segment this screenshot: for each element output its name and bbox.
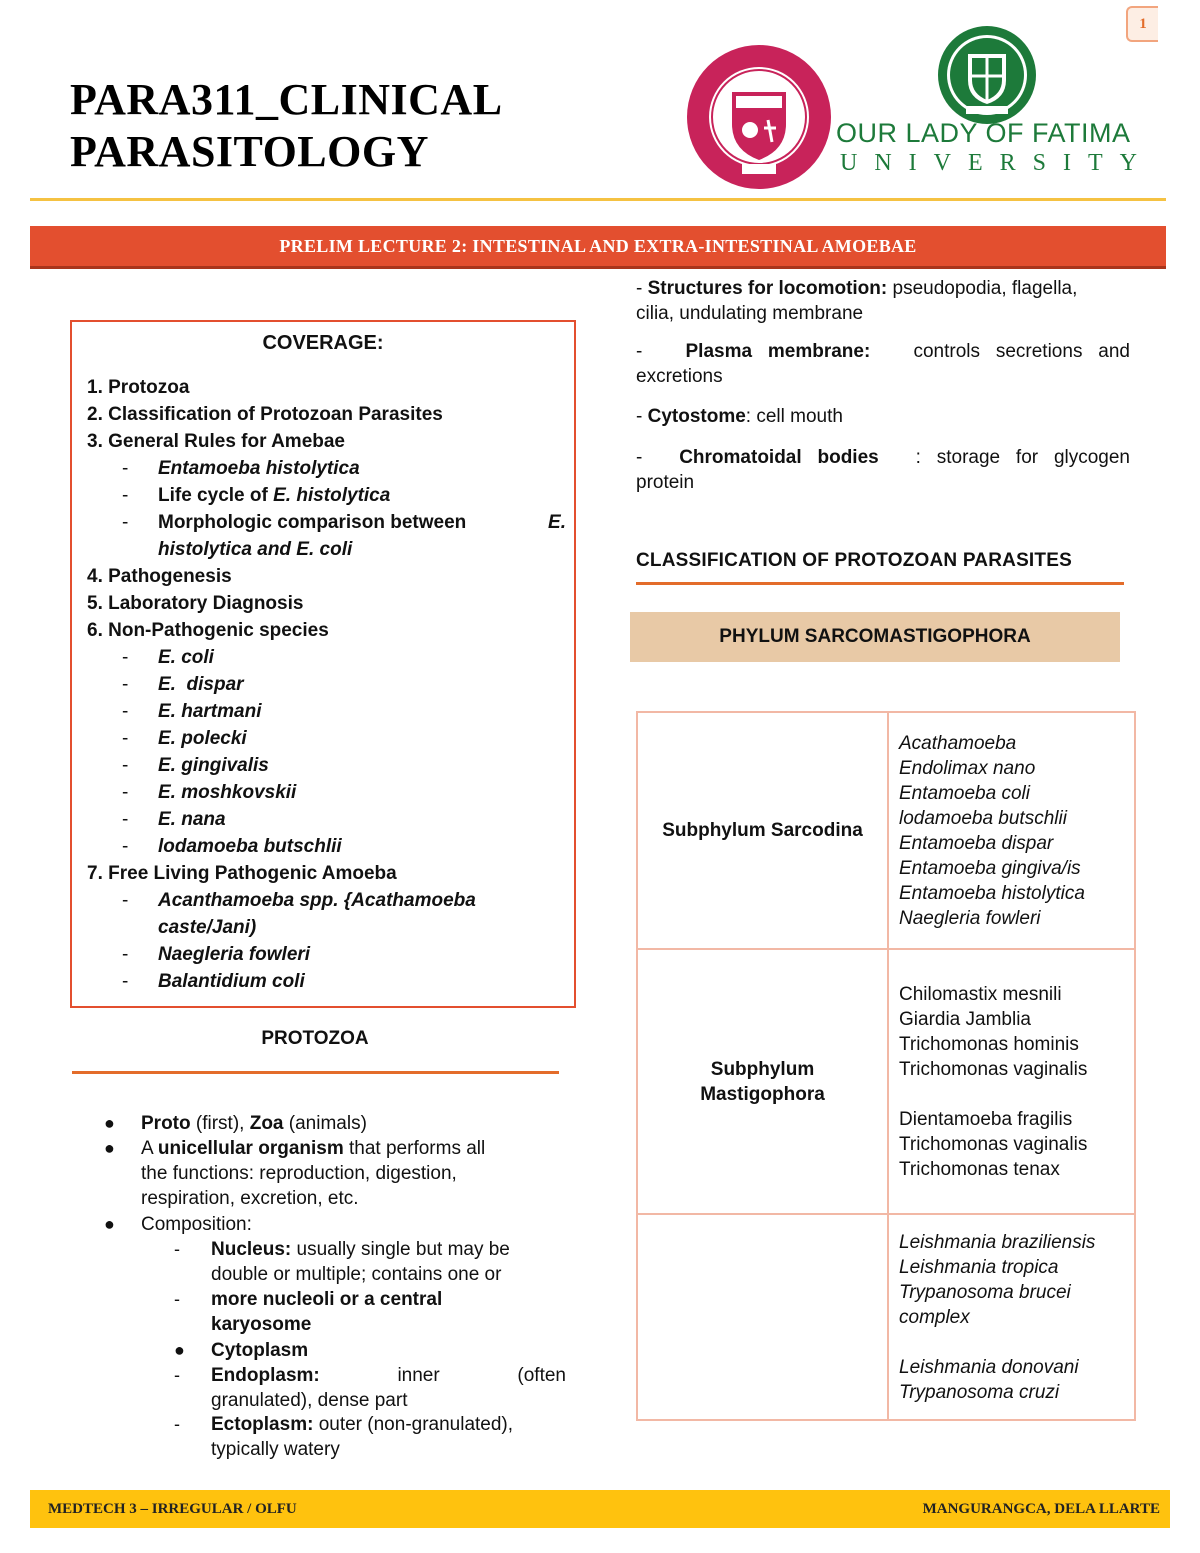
- course-title: [70, 74, 630, 178]
- composition-item-endoplasm: - Endoplasm: inner (often granulated), dense part: [174, 1365, 566, 1411]
- composition-item-cytoplasm: ● Cytoplasm: [174, 1340, 309, 1361]
- subphylum-label: [637, 1214, 888, 1420]
- species-item: - E. nana: [122, 809, 226, 830]
- species-item: - E. moshkovskii: [122, 782, 297, 803]
- coverage-item-7: 7. Free Living Pathogenic Amoeba: [87, 863, 397, 884]
- table-row: [637, 1214, 1135, 1420]
- species-item-cont: caste/Jani): [158, 917, 257, 938]
- table-row: [637, 949, 1135, 1214]
- protozoa-bullet: ● Composition:: [104, 1214, 252, 1235]
- coverage-subitem-cont: histolytica and E. coli: [158, 539, 353, 560]
- species-item: - Naegleria fowleri: [122, 944, 311, 965]
- species-item: - Acanthamoeba spp. {Acathamoeba: [122, 890, 476, 911]
- coverage-item-4: 4. Pathogenesis: [87, 566, 232, 587]
- protozoa-heading: PROTOZOA: [261, 1028, 369, 1049]
- coverage-item-1: 1. Protozoa: [87, 377, 190, 398]
- species-item: - E. coli: [122, 647, 214, 668]
- university-name-line1: OUR LADY OF FATIMA: [836, 118, 1131, 148]
- coverage-box: [70, 320, 576, 1008]
- university-crest-logo: [936, 24, 1038, 126]
- course-title-line1: PARA311_CLINICAL: [70, 75, 503, 124]
- species-item: - E. gingivalis: [122, 755, 269, 776]
- footer-right: MANGURANGCA, DELA LLARTE: [922, 1501, 1160, 1517]
- table-row: [637, 712, 1135, 949]
- structure-plasma-membrane: - Plasma membrane: controls secretions and excretions: [636, 341, 1130, 387]
- coverage-title: COVERAGE:: [262, 332, 384, 354]
- subphylum-label: Subphylum Sarcodina: [637, 712, 888, 949]
- coverage-item-6: 6. Non-Pathogenic species: [87, 620, 329, 641]
- footer-left: MEDTECH 3 – IRREGULAR / OLFU: [48, 1501, 297, 1517]
- coverage-item-5: 5. Laboratory Diagnosis: [87, 593, 304, 614]
- species-item: - E. dispar: [122, 674, 244, 695]
- university-seal-logo: [684, 42, 834, 192]
- species-item: - E. hartmani: [122, 701, 262, 722]
- species-item: - Balantidium coli: [122, 971, 305, 992]
- structure-cytostome: - Cytostome: cell mouth: [636, 406, 843, 427]
- coverage-item-3: 3. General Rules for Amebae: [87, 431, 346, 452]
- protozoa-bullet: ● A unicellular organism that performs all the functions: reproduction, digestion, respiration, excretion, etc.: [104, 1138, 486, 1209]
- species-cell: Acathamoeba Endolimax nano Entamoeba coli lodamoeba butschlii Entamoeba dispar Entamoeba gingiva/is Entamoeba histolytica Naegleria fowleri: [888, 712, 1135, 949]
- subphylum-label: Subphylum Mastigophora: [637, 949, 888, 1214]
- structure-locomotion: - Structures for locomotion: pseudopodia, flagella, cilia, undulating membrane: [636, 278, 1078, 324]
- coverage-subitem: - Entamoeba histolytica: [122, 458, 360, 479]
- composition-item-ectoplasm: - Ectoplasm: outer (non-granulated), typically watery: [174, 1414, 514, 1460]
- page-footer: [30, 1490, 1170, 1528]
- coverage-subitem: - Morphologic comparison between E.: [122, 512, 566, 533]
- classification-heading: CLASSIFICATION OF PROTOZOAN PARASITES: [636, 550, 1072, 571]
- composition-item-nucleus: - Nucleus: usually single but may be double or multiple; contains one or: [174, 1239, 510, 1285]
- university-name-line2: UNIVERSITY: [840, 150, 1154, 176]
- species-item: - lodamoeba butschlii: [122, 836, 342, 857]
- page-number: 1: [1126, 6, 1158, 42]
- course-title-line2: PARASITOLOGY: [70, 127, 429, 176]
- species-cell: Leishmania braziliensis Leishmania tropica Trypanosoma brucei complex Leishmania donovani Trypanosoma cruzi: [888, 1214, 1135, 1420]
- coverage-item-2: 2. Classification of Protozoan Parasites: [87, 404, 443, 425]
- lecture-title-bar: PRELIM LECTURE 2: INTESTINAL AND EXTRA-INTESTINAL AMOEBAE: [30, 226, 1166, 269]
- composition-item-nucleoli: - more nucleoli or a central karyosome: [174, 1289, 443, 1335]
- species-item: - E. polecki: [122, 728, 247, 749]
- classification-underline: [636, 582, 1124, 585]
- phylum-header: PHYLUM SARCOMASTIGOPHORA: [630, 612, 1120, 662]
- species-cell: Chilomastix mesnili Giardia Jamblia Trichomonas hominis Trichomonas vaginalis Dientamoeba fragilis Trichomonas vaginalis Trichomonas tenax: [888, 949, 1135, 1214]
- header-divider: [30, 198, 1166, 201]
- coverage-subitem: - Life cycle of E. histolytica: [122, 485, 391, 506]
- structure-chromatoidal-bodies: - Chromatoidal bodies : storage for glycogen protein: [636, 447, 1130, 493]
- protozoa-underline: [72, 1071, 559, 1074]
- classification-table: [636, 711, 1136, 1421]
- protozoa-bullet: ● Proto (first), Zoa (animals): [104, 1113, 367, 1134]
